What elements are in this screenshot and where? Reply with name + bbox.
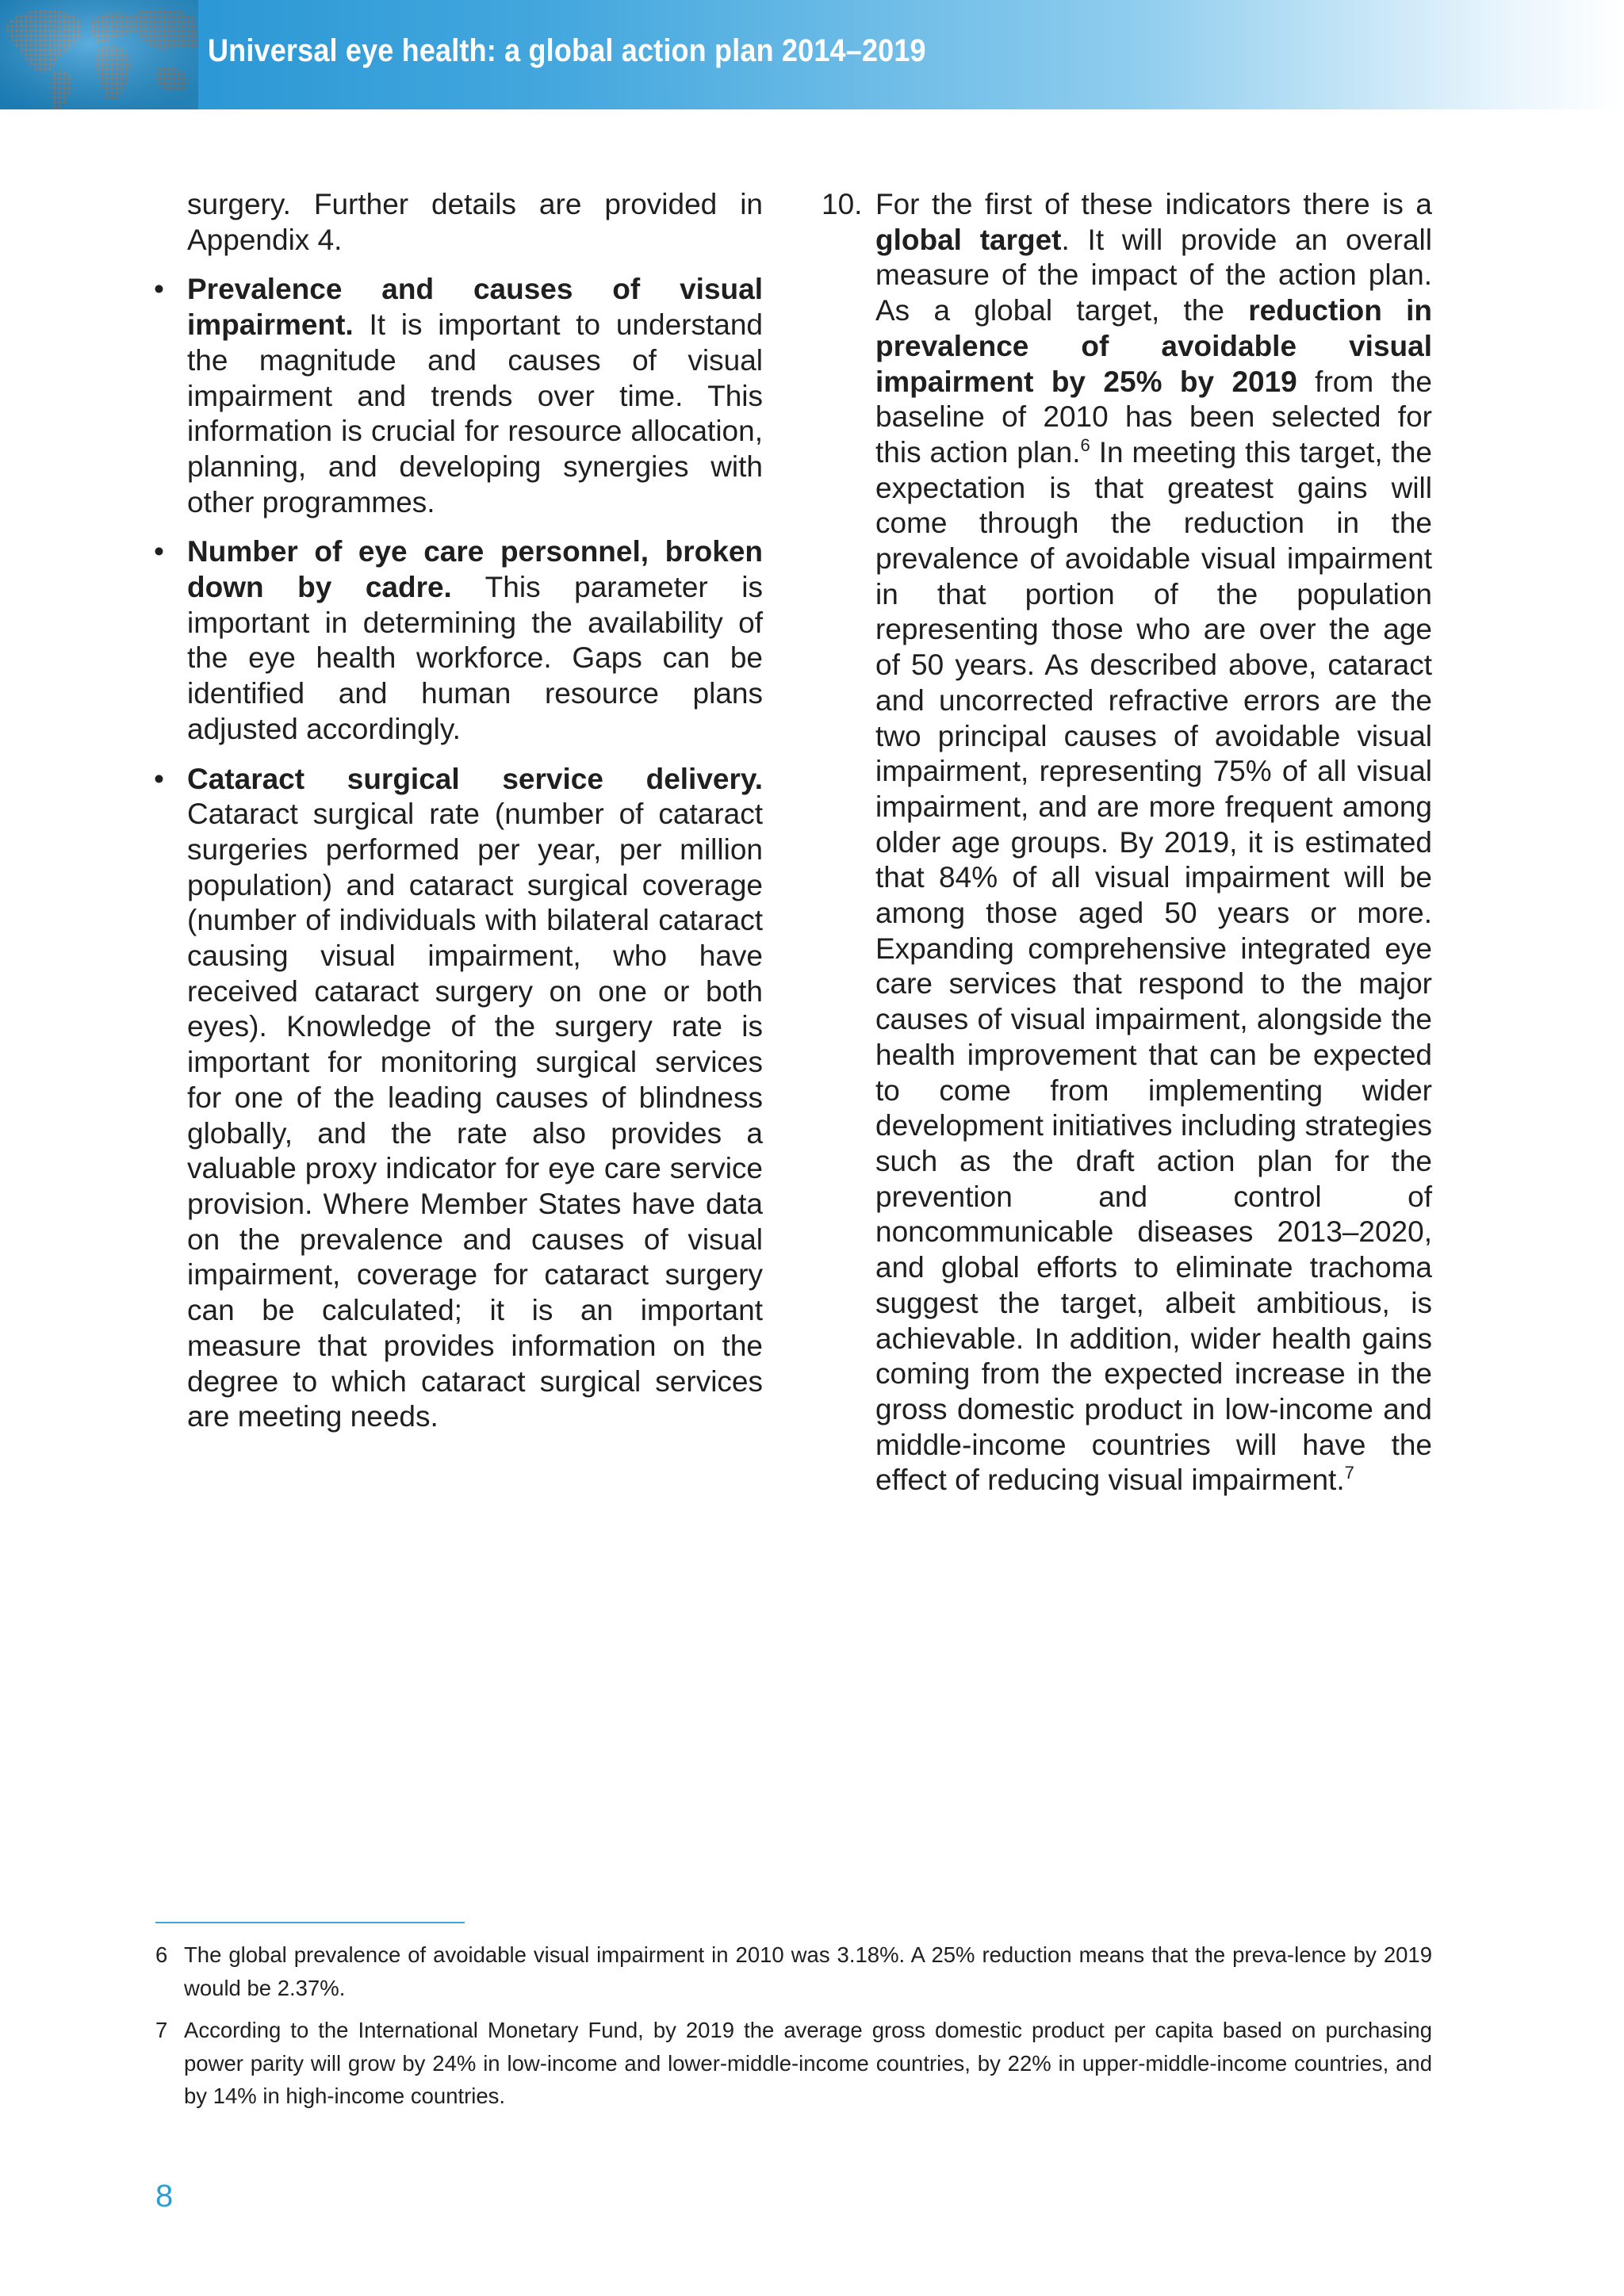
bullet-title: Prevalence and causes of visual impairment. [187, 273, 763, 342]
footnote-number: 7 [155, 2018, 168, 2042]
world-map-icon [0, 0, 198, 109]
footnote-text: The global prevalence of avoidable visual impairment in 2010 was 3.18%. A 25% reduction means that the preva-lence by 2019 would be 2.37%. [184, 1942, 1432, 2000]
bullet-item [154, 272, 763, 520]
emphasis-text: reduction in prevalence of avoidable visual impairment by 25% by 2019 [875, 294, 1432, 398]
bullet-title: Number of eye care personnel, broken down by cadre. [187, 535, 763, 604]
paragraph-text: In meeting this target, the expectation is that greatest gains will come through the reduction in the prevalence of avoidable visual impairment in that portion of the population representing those who are over the age of 50 years. As described above, cataract and uncorrected refractive errors are the two principal causes of avoidable visual impairment, representing 75% of all visual impairment, and are more frequent among older age groups. By 2019, it is estimated that 84% of all visual impairment will be among those aged 50 years or more. Expanding comprehensive integrated eye care services that respond to the major causes of visual impairment, alongside the health improvement that can be expected to come from implementing wider development initiatives including strategies such as the draft action plan for the prevention and control of noncommunicable diseases 2013–2020, and global efforts to eliminate trachoma suggest the target, albeit ambitious, is achievable. In addition, wider health gains coming from the expected increase in the gross domestic product in low-income and middle-income countries will have the effect of reducing visual impairment. [875, 435, 1433, 1497]
emphasis-text: global target [875, 223, 1062, 256]
bullet-title: Cataract surgical service delivery. [187, 762, 763, 795]
bullet-item [154, 762, 763, 1435]
footnote-number: 6 [155, 1942, 168, 1967]
page-number: 8 [155, 2179, 174, 2214]
paragraph-number: 10. [822, 188, 863, 220]
paragraph-text: . It will provide an overall measure of the impact of the action plan. As a global target, the [875, 223, 1432, 327]
paragraph: surgery. Further details are provided in Appendix 4. [187, 188, 763, 256]
paragraph-text: from the baseline of 2010 has been selected for this action plan. [875, 365, 1432, 469]
left-column [154, 187, 763, 1435]
right-column [822, 187, 1433, 1498]
bullet-icon: • [154, 762, 164, 795]
bullet-text: This parameter is important in determining the availability of the eye health workforce. Gaps can be identified and human resource plans adjusted accordingly. [187, 571, 763, 745]
paragraph-text: For the first of these indicators there is a [875, 188, 1432, 220]
bullet-item [154, 534, 763, 747]
footnote-ref[interactable]: 6 [1080, 434, 1090, 455]
document-title: Universal eye health: a global action plan 2014–2019 [208, 33, 926, 68]
bullet-icon: • [154, 535, 164, 568]
header-banner [0, 0, 1624, 109]
footnote-ref[interactable]: 7 [1344, 1463, 1354, 1483]
bullet-text: Cataract surgical rate (number of cataract surgeries performed per year, per million population) and cataract surgical coverage (number of individuals with bilateral cataract causing visual impairment, who have received cataract surgery on one or both eyes). Knowledge of the surgery rate is important for monitoring surgical services for one of the leading causes of blindness globally, and the rate also provides a valuable proxy indicator for eye care service provision. Where Member States have data on the prevalence and causes of visual impairment, coverage for cataract surgery can be calculated; it is an important measure that provides information on the degree to which cataract surgical services are meeting needs. [187, 798, 763, 1433]
numbered-paragraph [822, 187, 1433, 1498]
footnote [155, 2014, 1432, 2113]
footnote-divider [155, 1922, 465, 1923]
footnote-text: According to the International Monetary Fund, by 2019 the average gross domestic product per capita based on purchasing power parity will grow by 24% in low-income and lower-middle-income countries, by 22% in upper-middle-income countries, and by 14% in high-income countries. [184, 2018, 1432, 2108]
bullet-icon: • [154, 273, 164, 306]
bullet-text: It is important to understand the magnitude and causes of visual impairment and trends over time. This information is crucial for resource allocation, planning, and developing synergies with other programmes. [187, 308, 763, 519]
footnote [155, 1938, 1432, 2004]
